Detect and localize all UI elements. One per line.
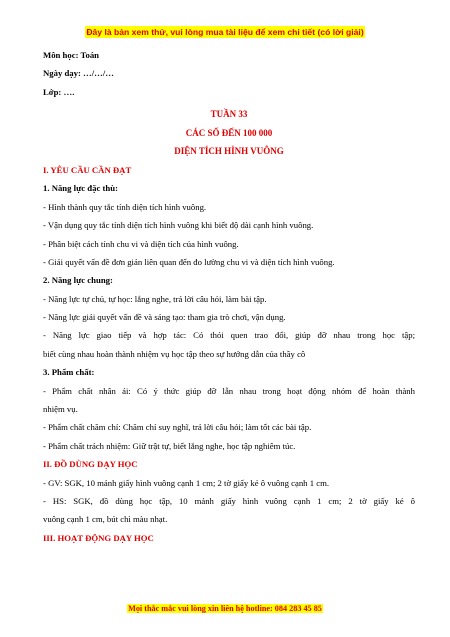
list-item: - Hình thành quy tắc tính diện tích hình vuông. xyxy=(43,201,207,212)
list-item: - Phẩm chất trách nhiệm: Giữ trật tự, biết lắng nghe, học tập nghiêm túc. xyxy=(43,440,296,451)
hotline-footer xyxy=(0,604,450,613)
list-item: - HS: SGK, đồ dùng học tập, 10 mảnh giấy hình vuông cạnh 1 cm; 2 tờ giấy kẻ ô xyxy=(43,495,415,506)
list-item: - Vận dụng quy tắc tính diện tích hình vuông khi biết độ dài cạnh hình vuông. xyxy=(43,220,314,231)
subject-line: Môn học: Toán xyxy=(43,50,100,60)
preview-banner-text: Đây là bản xem thử, vui lòng mua tài liệu để xem chi tiết (có lời giải) xyxy=(86,27,364,37)
list-item: - Phẩm chất chăm chỉ: Chăm chỉ suy nghĩ, trả lời câu hỏi; làm tốt các bài tập. xyxy=(43,422,312,433)
topic-title: CÁC SỐ ĐẾN 100 000 xyxy=(185,127,273,138)
lesson-title: DIỆN TÍCH HÌNH VUÔNG xyxy=(174,146,284,157)
preview-banner xyxy=(0,27,450,37)
list-item: - Giải quyết vấn đề đơn giản liên quan đến đo lường chu vi và diện tích hình vuông. xyxy=(43,256,335,267)
date-line: Ngày dạy: …/…/… xyxy=(43,68,114,79)
lesson-titles xyxy=(43,105,415,161)
section-heading-requirements: I. YÊU CẦU CẦN ĐẠT xyxy=(43,164,132,175)
week-title: TUẦN 33 xyxy=(210,109,248,120)
hotline-footer-text: Mọi thắc mắc vui lòng xin liên hệ hotline: 084 283 45 85 xyxy=(128,604,322,613)
list-item: - Năng lực giao tiếp và hợp tác: Có thói quen trao đổi, giúp đỡ nhau trong học tập; xyxy=(43,330,415,341)
list-item: - Phẩm chất nhân ái: Có ý thức giúp đỡ lẫn nhau trong hoạt động nhóm để hoàn thành xyxy=(43,385,415,396)
section-heading-activities: III. HOẠT ĐỘNG DẠY HỌC xyxy=(43,532,154,543)
list-item-continuation: biết cùng nhau hoàn thành nhiệm vụ học tập theo sự hướng dẫn của thầy cô xyxy=(43,348,306,359)
list-item: - GV: SGK, 10 mảnh giấy hình vuông cạnh 1 cm; 2 tờ giấy kẻ ô vuông cạnh 1 cm. xyxy=(43,477,330,488)
list-item: - Năng lực tự chủ, tự học: lắng nghe, trả lời câu hỏi, làm bài tập. xyxy=(43,293,267,304)
list-item: - Năng lực giải quyết vấn đề và sáng tạo: tham gia trò chơi, vận dụng. xyxy=(43,312,286,323)
subheading-qualities: 3. Phẩm chất: xyxy=(43,367,95,378)
list-item: - Phân biệt cách tính chu vi và diện tích của hình vuông. xyxy=(43,238,239,249)
list-item-continuation: vuông cạnh 1 cm, bút chì màu nhạt. xyxy=(43,514,168,525)
document-body xyxy=(43,45,415,547)
subheading-specific-competence: 1. Năng lực đặc thù: xyxy=(43,183,118,194)
class-line: Lớp: …. xyxy=(43,86,75,97)
subheading-general-competence: 2. Năng lực chung: xyxy=(43,275,113,286)
section-heading-materials: II. ĐỒ DÙNG DẠY HỌC xyxy=(43,459,138,470)
list-item-continuation: nhiệm vụ. xyxy=(43,404,78,415)
